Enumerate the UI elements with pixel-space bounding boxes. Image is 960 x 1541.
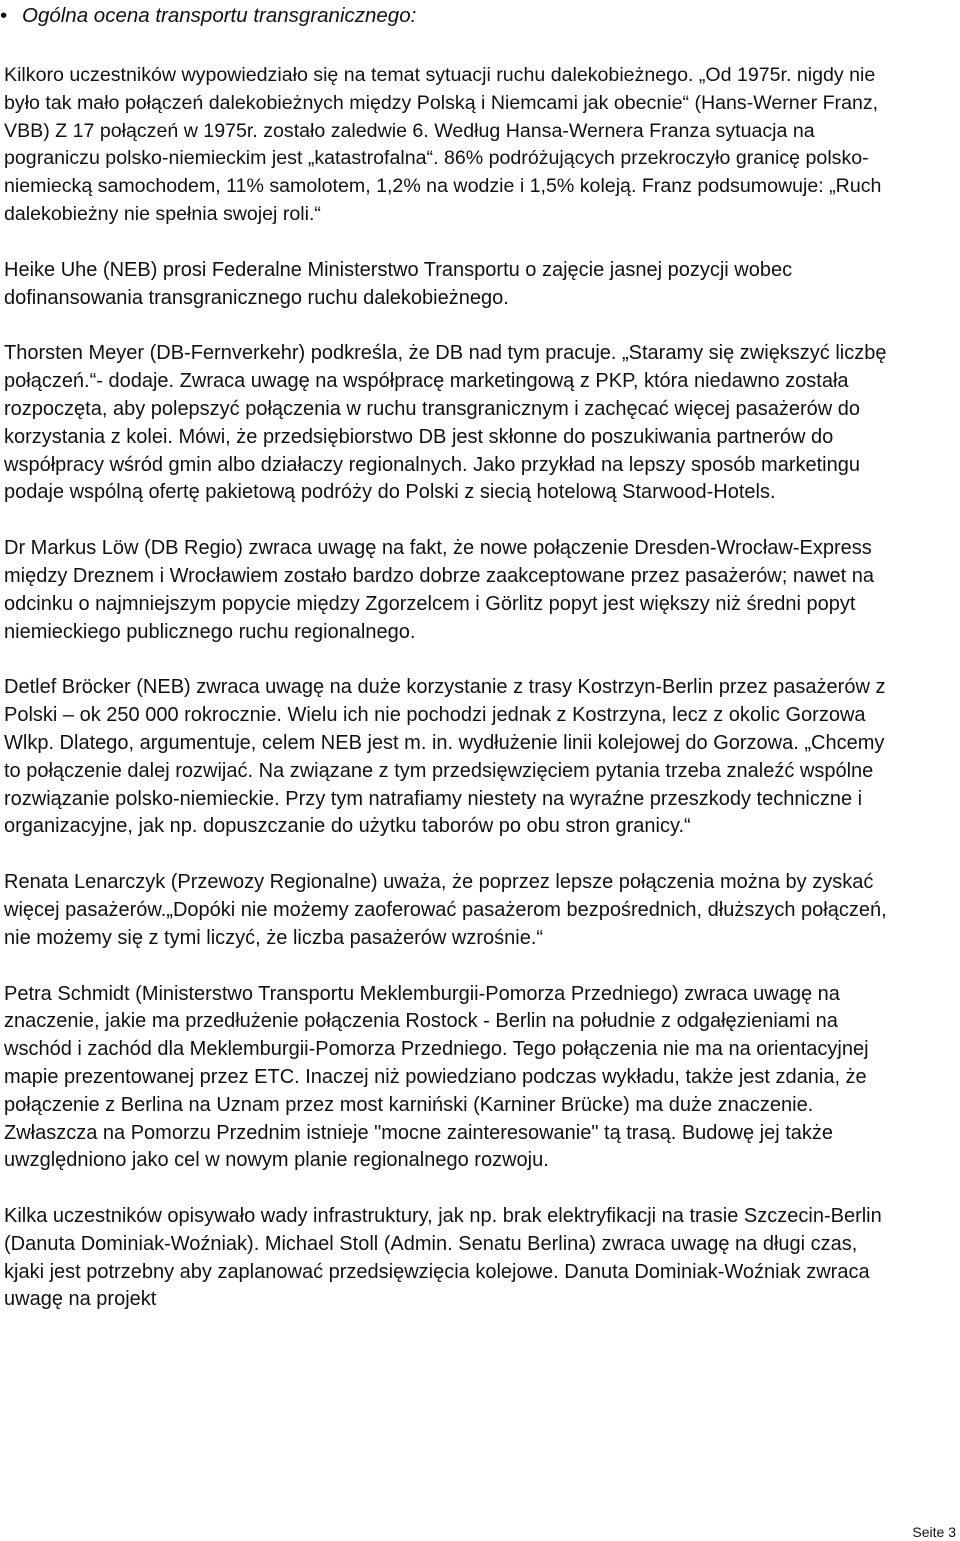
paragraph-petra-schmidt: Petra Schmidt (Ministerstwo Transportu Meklemburgii-Pomorza Przedniego) zwraca uwagę na znaczenie, jakie ma przedłużenie połączenia Rostock - Berlin na południe z odgałęzieniami na wschód i zachód dla Meklemburgii-Pomorza Przedniego. Tego połączenia nie ma na orientacyjnej mapie prezentowanej przez ETC. Inaczej niż powiedziano podczas wykładu, także jest zdania, że połączenie z Berlina na Uznam przez most karniński (Karniner Brücke) ma duże znaczenie. Zwłaszcza na Pomorzu Przednim istnieje "mocne zainteresowanie" tą trasą. Budowę jej także uwzględniono jako cel w nowym planie regionalnego rozwoju. <box>4 982 869 1172</box>
section-heading <box>0 2 416 30</box>
document-body <box>4 62 894 1342</box>
bullet-icon: • <box>0 4 8 27</box>
paragraph-detlef-brocker: Detlef Bröcker (NEB) zwraca uwagę na duże korzystanie z trasy Kostrzyn-Berlin przez pasażerów z Polski – ok 250 000 rokrocznie. Wielu ich nie pochodzi jednak z Kostrzyna, lecz z okolic Gorzowa Wlkp. Dlatego, argumentuje, celem NEB jest m. in. wydłużenie linii kolejowej do Gorzowa. „Chcemy to połączenie dalej rozwijać. Na związane z tym przedsięwzięciem pytania trzeba znaleźć wspólne rozwiązanie polsko-niemieckie. Przy tym natrafiamy niestety na wyraźne przeszkody techniczne i organizacyjne, jak np. dopuszczanie do użytku taborów po obu stron granicy.“ <box>4 676 886 838</box>
paragraph-renata-lenarczyk: Renata Lenarczyk (Przewozy Regionalne) uważa, że poprzez lepsze połączenia można by zyskać więcej pasażerów.„Dopóki nie możemy zaoferować pasażerom bezpośrednich, dłuższych połączeń, nie możemy się z tymi liczyć, że liczba pasażerów wzrośnie.“ <box>4 871 887 949</box>
section-heading-text: Ogólna ocena transportu transgranicznego: <box>22 4 417 27</box>
paragraph-heike-uhe: Heike Uhe (NEB) prosi Federalne Ministerstwo Transportu o zajęcie jasnej pozycji wobec dofinansowania transgranicznego ruchu dalekobieżnego. <box>4 258 793 309</box>
paragraph-thorsten-meyer: Thorsten Meyer (DB-Fernverkehr) podkreśla, że DB nad tym pracuje. „Staramy się zwiększyć liczbę połączeń.“- dodaje. Zwraca uwagę na współpracę marketingową z PKP, która niedawno została rozpoczęta, aby polepszyć połączenia w ruchu transgranicznym i zachęcać więcej pasażerów do korzystania z kolei. Mówi, że przedsiębiorstwo DB jest skłonne do poszukiwania partnerów do współpracy wśród gmin albo działaczy regionalnych. Jako przykład na lepszy sposób marketingu podaje wspólną ofertę pakietową podróży do Polski z siecią hotelową Starwood-Hotels. <box>4 342 887 504</box>
page-number: Seite 3 <box>912 1524 956 1540</box>
paragraph-long-distance-overview: Kilkoro uczestników wypowiedziało się na temat sytuacji ruchu dalekobieżnego. „Od 1975r. nigdy nie było tak mało połączeń dalekobieżnych między Polską i Niemcami jak obecnie“ (Hans-Werner Franz, VBB) Z 17 połączeń w 1975r. zostało zaledwie 6. Według Hansa-Wernera Franza sytuacja na pograniczu polsko-niemieckim jest „katastrofalna“. 86% podróżujących przekroczyło granicę polsko-niemiecką samochodem, 11% samolotem, 1,2% na wodzie i 1,5% koleją. Franz podsumowuje: „Ruch dalekobieżny nie spełnia swojej roli.“ <box>4 64 882 225</box>
paragraph-infrastructure-issues: Kilka uczestników opisywało wady infrastruktury, jak np. brak elektryfikacji na trasie Szczecin-Berlin (Danuta Dominiak-Woźniak). Michael Stoll (Admin. Senatu Berlina) zwraca uwagę na długi czas, kjaki jest potrzebny aby zaplanować przedsięwzięcia kolejowe. Danuta Dominiak-Woźniak zwraca uwagę na projekt <box>4 1205 882 1311</box>
paragraph-markus-low: Dr Markus Löw (DB Regio) zwraca uwagę na fakt, że nowe połączenie Dresden-Wrocław-Express między Dreznem i Wrocławiem zostało bardzo dobrze zaakceptowane przez pasażerów; nawet na odcinku o najmniejszym popycie między Zgorzelcem i Görlitz popyt jest większy niż średni popyt niemieckiego publicznego ruchu regionalnego. <box>4 537 875 643</box>
